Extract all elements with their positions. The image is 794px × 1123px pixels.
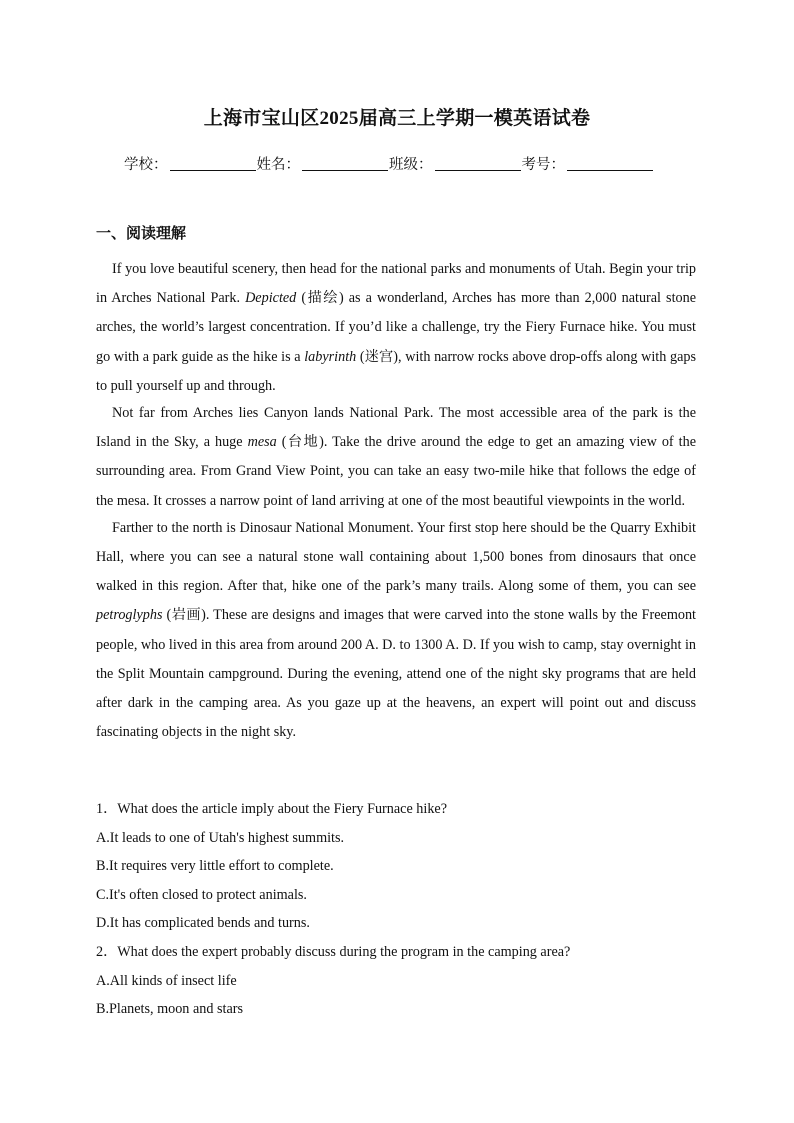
answer-option: A.It leads to one of Utah's highest summits. bbox=[96, 829, 345, 846]
passage-paragraph-1: If you love beautiful scenery, then head for the national parks and monuments of Utah. Begin your trip in Arches National Park. Depicted (描绘) as a wonderland, Arches has more than 2,000 natural stone arches, the world’s largest concentration. If you’d like a challenge, try the Fiery Furnace hike. You must go with a park guide as the hike is a labyrinth (迷宫), with narrow rocks above drop-offs along with gaps to pull yourself up and through. bbox=[96, 261, 696, 394]
exam-number-label: 考号： bbox=[521, 157, 565, 173]
reading-passage bbox=[96, 255, 696, 747]
section-heading-reading: 一、阅读理解 bbox=[96, 226, 187, 242]
school-label: 学校： bbox=[124, 157, 168, 173]
student-info-line bbox=[124, 153, 654, 174]
question-stem: 2．What does the expert probably discuss during the program in the camping area? bbox=[96, 943, 571, 960]
answer-option: D.It has complicated bends and turns. bbox=[96, 915, 310, 932]
answer-option: C.It's often closed to protect animals. bbox=[96, 886, 307, 903]
school-blank bbox=[170, 156, 256, 171]
answer-option: B.Planets, moon and stars bbox=[96, 1001, 243, 1018]
answer-option: B.It requires very little effort to complete. bbox=[96, 858, 334, 875]
name-label: 姓名： bbox=[256, 157, 300, 173]
exam-number-blank bbox=[567, 156, 653, 171]
passage-paragraph-2: Not far from Arches lies Canyon lands National Park. The most accessible area of the park is the Island in the Sky, a huge mesa (台地). Take the drive around the edge to get an amazing view of the surrounding area. From Grand View Point, you can take an easy two-mile hike that follows the edge of the mesa. It crosses a narrow point of land arriving at one of the most beautiful viewpoints in the world. bbox=[96, 405, 696, 509]
name-blank bbox=[302, 156, 388, 171]
exam-title: 上海市宝山区2025届高三上学期一模英语试卷 bbox=[203, 108, 591, 129]
class-label: 班级： bbox=[389, 157, 433, 173]
question-list bbox=[96, 795, 696, 1024]
question-stem: 1．What does the article imply about the Fiery Furnace hike? bbox=[96, 801, 448, 817]
passage-paragraph-3: Farther to the north is Dinosaur National Monument. Your first stop here should be the Quarry Exhibit Hall, where you can see a natural stone wall containing about 1,500 bones from dinosaurs that once walked in this region. After that, hike one of the park’s many trails. Along some of them, you can see petroglyphs (岩画). These are designs and images that were carved into the stone walls by the Freemont people, who lived in this area from around 200 A. D. to 1300 A. D. If you wish to camp, stay overnight in the Split Mountain campground. During the evening, attend one of the night sky programs that are held after dark in the camping area. As you gaze up at the heavens, an expert will point out and discuss fascinating objects in the night sky. bbox=[96, 519, 696, 741]
answer-option: A.All kinds of insect life bbox=[96, 972, 237, 989]
class-blank bbox=[435, 156, 521, 171]
